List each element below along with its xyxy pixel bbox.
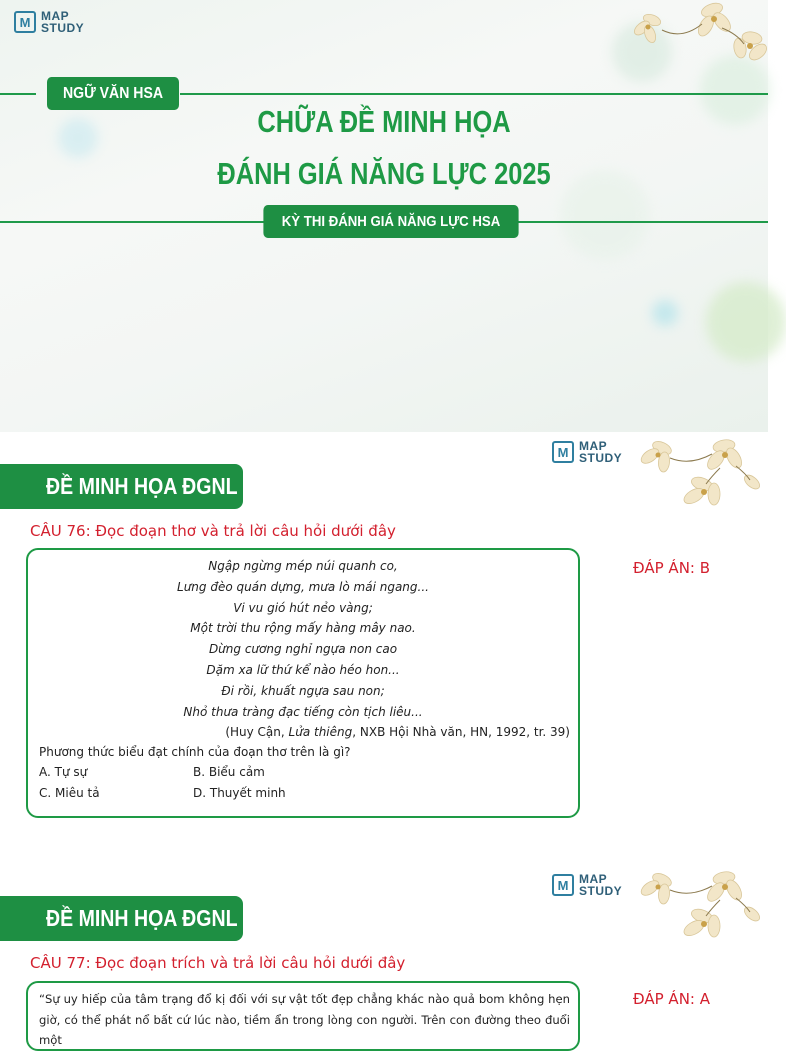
poem-line: Nhỏ thưa tràng đạc tiếng còn tịch liêu... xyxy=(183,704,423,719)
slide-tag-label: ĐỀ MINH HỌA ĐGNL xyxy=(46,473,238,499)
brand-logo xyxy=(552,873,622,897)
slide-tag xyxy=(0,464,243,509)
poem-line: Vi vu gió hút nẻo vàng; xyxy=(233,600,373,615)
slide-tag-label: ĐỀ MINH HỌA ĐGNL xyxy=(46,905,238,931)
poem-line: Dặm xa lữ thứ kể nào héo hon... xyxy=(206,662,400,677)
options-grid xyxy=(28,762,578,804)
brand-line1: MAP xyxy=(579,439,608,453)
slide-tag xyxy=(0,896,243,941)
brand-logo xyxy=(552,440,622,464)
cover-subtitle: KỲ THI ĐÁNH GIÁ NĂNG LỰC HSA xyxy=(263,205,518,238)
brand-mark: M xyxy=(14,11,36,33)
question-slide-77 xyxy=(0,864,768,1047)
option-b: B. Biểu cảm xyxy=(193,765,265,780)
brand-line1: MAP xyxy=(41,9,70,23)
question-title: CÂU 76: Đọc đoạn thơ và trả lời câu hỏi dưới đây xyxy=(30,522,396,540)
question-text: Phương thức biểu đạt chính của đoạn thơ trên là gì? xyxy=(39,745,351,760)
cover-title-line1: CHỮA ĐỀ MINH HỌA xyxy=(257,104,511,139)
citation xyxy=(28,722,578,742)
question-box xyxy=(26,981,580,1051)
poem-line: Lưng đèo quán dựng, mưa lò mái ngang... xyxy=(177,579,429,594)
question-box xyxy=(26,548,580,818)
passage-text: “Sự uy hiếp của tâm trạng đổ kị đối với sự vật tốt đẹp chẳng khác nào quả bom không hẹn giờ, có thể phát nổ bất cứ lúc nào, tiềm ẩn trong lòng con người. Trên con đường theo đuổi một xyxy=(39,992,570,1047)
flower-decoration xyxy=(622,0,768,62)
citation-book: Lửa thiêng xyxy=(288,725,353,740)
poem-line: Đi rồi, khuất ngựa sau non; xyxy=(221,683,385,698)
cover-slide xyxy=(0,0,768,432)
poem-line: Một trời thu rộng mấy hàng mây nao. xyxy=(190,621,416,636)
flower-decoration xyxy=(628,864,768,942)
divider-line xyxy=(0,221,270,223)
brand-line2: STUDY xyxy=(41,21,85,35)
option-c: C. Miêu tả xyxy=(39,786,100,801)
citation-author: (Huy Cận, xyxy=(225,725,289,740)
answer-label: ĐÁP ÁN: A xyxy=(633,990,710,1008)
brand-line1: MAP xyxy=(579,872,608,886)
flower-decoration xyxy=(628,432,768,510)
divider-line xyxy=(180,93,768,95)
poem-line: Dừng cương nghỉ ngựa non cao xyxy=(208,642,398,657)
option-d: D. Thuyết minh xyxy=(193,786,286,801)
question-slide-76 xyxy=(0,432,768,864)
divider-line xyxy=(0,93,36,95)
poem-line: Ngập ngừng mép núi quanh co, xyxy=(208,559,398,573)
decor-blob xyxy=(652,300,678,326)
citation-publisher: , NXB Hội Nhà văn, HN, 1992, tr. 39) xyxy=(352,725,570,740)
decor-blob xyxy=(700,55,770,125)
question-title: CÂU 77: Đọc đoạn trích và trả lời câu hỏi dưới đây xyxy=(30,954,406,972)
divider-line xyxy=(512,221,768,223)
brand-logo xyxy=(14,10,84,34)
option-a: A. Tự sự xyxy=(39,765,88,780)
cover-title-line2: ĐÁNH GIÁ NĂNG LỰC 2025 xyxy=(217,156,551,191)
brand-mark: M xyxy=(552,441,574,463)
answer-label: ĐÁP ÁN: B xyxy=(633,559,711,577)
brand-line2: STUDY xyxy=(579,884,623,898)
cover-tag: NGỮ VĂN HSA xyxy=(47,77,179,110)
decor-blob xyxy=(706,282,786,362)
brand-line2: STUDY xyxy=(579,451,623,465)
brand-mark: M xyxy=(552,874,574,896)
